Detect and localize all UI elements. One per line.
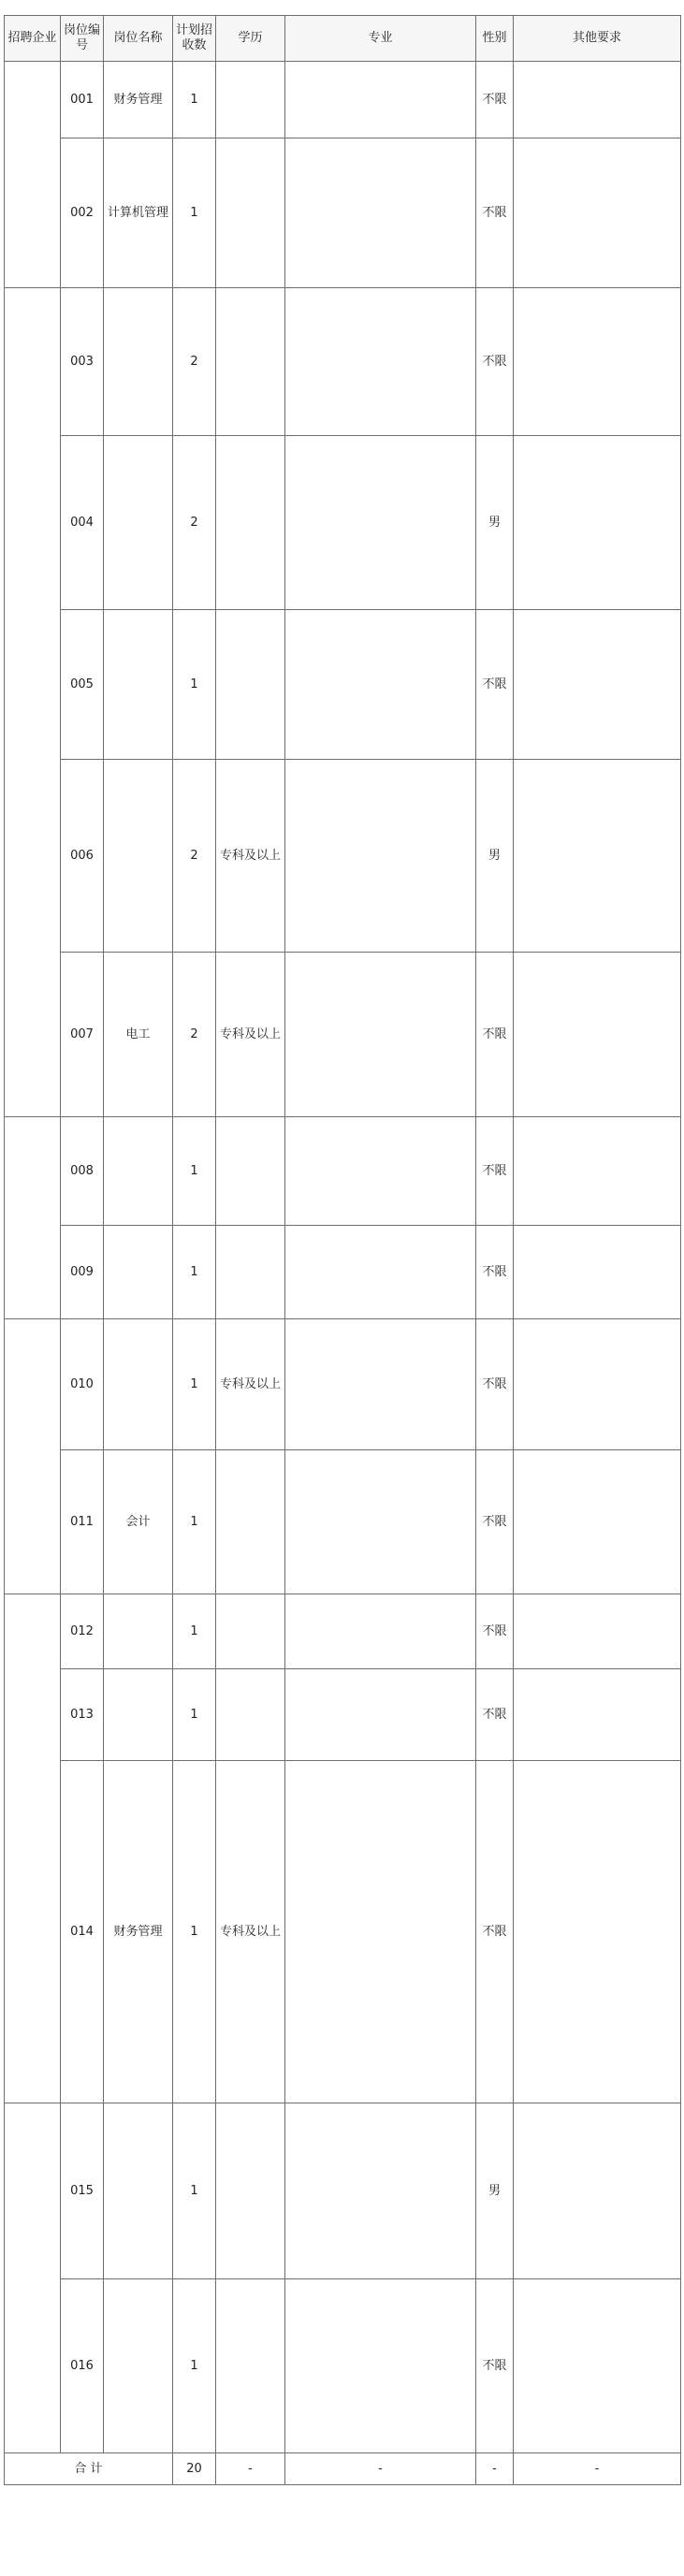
requirements-cell bbox=[514, 2103, 681, 2279]
total-gender: - bbox=[476, 2453, 514, 2485]
table-row bbox=[5, 436, 681, 610]
major-cell bbox=[285, 1761, 476, 2103]
position-code-cell: 016 bbox=[61, 2279, 104, 2453]
header-major: 专业 bbox=[285, 16, 476, 62]
gender-cell: 男 bbox=[476, 436, 514, 610]
major-cell bbox=[285, 62, 476, 138]
major-cell bbox=[285, 1226, 476, 1319]
header-employer: 招聘企业 bbox=[5, 16, 61, 62]
headcount-cell: 1 bbox=[173, 1761, 216, 2103]
education-cell: 专科及以上 bbox=[216, 953, 285, 1117]
table-row bbox=[5, 610, 681, 760]
headcount-cell: 1 bbox=[173, 1117, 216, 1226]
position-name-cell bbox=[104, 1226, 173, 1319]
gender-cell: 不限 bbox=[476, 610, 514, 760]
position-code-cell: 012 bbox=[61, 1594, 104, 1669]
major-cell bbox=[285, 953, 476, 1117]
education-cell: 专科及以上 bbox=[216, 760, 285, 953]
headcount-cell: 1 bbox=[173, 62, 216, 138]
major-cell bbox=[285, 610, 476, 760]
requirements-cell bbox=[514, 953, 681, 1117]
total-major: - bbox=[285, 2453, 476, 2485]
major-cell bbox=[285, 288, 476, 436]
position-name-cell bbox=[104, 1319, 173, 1450]
position-name-cell bbox=[104, 1669, 173, 1761]
position-code-cell: 002 bbox=[61, 138, 104, 288]
total-row bbox=[5, 2453, 681, 2485]
position-code-cell: 004 bbox=[61, 436, 104, 610]
headcount-cell: 2 bbox=[173, 436, 216, 610]
requirements-cell bbox=[514, 138, 681, 288]
headcount-cell: 1 bbox=[173, 1319, 216, 1450]
table-row bbox=[5, 62, 681, 138]
recruitment-table bbox=[4, 15, 681, 2485]
education-cell bbox=[216, 2103, 285, 2279]
education-cell bbox=[216, 288, 285, 436]
headcount-cell: 2 bbox=[173, 288, 216, 436]
requirements-cell bbox=[514, 1226, 681, 1319]
education-cell: 专科及以上 bbox=[216, 1319, 285, 1450]
requirements-cell bbox=[514, 62, 681, 138]
major-cell bbox=[285, 138, 476, 288]
position-name-cell bbox=[104, 760, 173, 953]
position-name-cell bbox=[104, 288, 173, 436]
gender-cell: 不限 bbox=[476, 953, 514, 1117]
major-cell bbox=[285, 2103, 476, 2279]
major-cell bbox=[285, 1594, 476, 1669]
header-code: 岗位编号 bbox=[61, 16, 104, 62]
table-row bbox=[5, 138, 681, 288]
table-row bbox=[5, 760, 681, 953]
position-code-cell: 001 bbox=[61, 62, 104, 138]
table-row bbox=[5, 1226, 681, 1319]
headcount-cell: 1 bbox=[173, 138, 216, 288]
headcount-cell: 1 bbox=[173, 2103, 216, 2279]
table-row bbox=[5, 1761, 681, 2103]
requirements-cell bbox=[514, 1450, 681, 1594]
position-code-cell: 007 bbox=[61, 953, 104, 1117]
total-requirements: - bbox=[514, 2453, 681, 2485]
requirements-cell bbox=[514, 436, 681, 610]
header-name: 岗位名称 bbox=[104, 16, 173, 62]
headcount-cell: 1 bbox=[173, 1594, 216, 1669]
table-body bbox=[5, 62, 681, 2453]
gender-cell: 不限 bbox=[476, 1117, 514, 1226]
gender-cell: 不限 bbox=[476, 1594, 514, 1669]
position-name-cell: 财务管理 bbox=[104, 1761, 173, 2103]
header-count: 计划招收数 bbox=[173, 16, 216, 62]
position-code-cell: 013 bbox=[61, 1669, 104, 1761]
headcount-cell: 2 bbox=[173, 760, 216, 953]
position-name-cell bbox=[104, 1594, 173, 1669]
position-code-cell: 015 bbox=[61, 2103, 104, 2279]
requirements-cell bbox=[514, 2279, 681, 2453]
education-cell bbox=[216, 1226, 285, 1319]
requirements-cell bbox=[514, 760, 681, 953]
table-row bbox=[5, 1594, 681, 1669]
employer-cell bbox=[5, 1594, 61, 2103]
position-name-cell bbox=[104, 610, 173, 760]
position-code-cell: 011 bbox=[61, 1450, 104, 1594]
employer-cell bbox=[5, 1117, 61, 1319]
table-header-row bbox=[5, 16, 681, 62]
table-row bbox=[5, 953, 681, 1117]
header-requirements: 其他要求 bbox=[514, 16, 681, 62]
major-cell bbox=[285, 1669, 476, 1761]
total-count: 20 bbox=[173, 2453, 216, 2485]
headcount-cell: 1 bbox=[173, 1450, 216, 1594]
total-label: 合 计 bbox=[5, 2453, 173, 2485]
position-name-cell: 计算机管理 bbox=[104, 138, 173, 288]
gender-cell: 不限 bbox=[476, 1319, 514, 1450]
requirements-cell bbox=[514, 1761, 681, 2103]
requirements-cell bbox=[514, 1319, 681, 1450]
education-cell bbox=[216, 62, 285, 138]
gender-cell: 不限 bbox=[476, 1226, 514, 1319]
employer-cell bbox=[5, 2103, 61, 2453]
education-cell bbox=[216, 610, 285, 760]
headcount-cell: 1 bbox=[173, 610, 216, 760]
position-code-cell: 006 bbox=[61, 760, 104, 953]
requirements-cell bbox=[514, 288, 681, 436]
gender-cell: 不限 bbox=[476, 62, 514, 138]
position-code-cell: 005 bbox=[61, 610, 104, 760]
requirements-cell bbox=[514, 1669, 681, 1761]
major-cell bbox=[285, 1117, 476, 1226]
table-row bbox=[5, 1669, 681, 1761]
major-cell bbox=[285, 1450, 476, 1594]
gender-cell: 男 bbox=[476, 760, 514, 953]
education-cell bbox=[216, 1594, 285, 1669]
education-cell bbox=[216, 436, 285, 610]
position-code-cell: 008 bbox=[61, 1117, 104, 1226]
gender-cell: 男 bbox=[476, 2103, 514, 2279]
position-name-cell: 会计 bbox=[104, 1450, 173, 1594]
header-education: 学历 bbox=[216, 16, 285, 62]
major-cell bbox=[285, 760, 476, 953]
headcount-cell: 1 bbox=[173, 1669, 216, 1761]
table-row bbox=[5, 2279, 681, 2453]
major-cell bbox=[285, 2279, 476, 2453]
gender-cell: 不限 bbox=[476, 1450, 514, 1594]
header-gender: 性别 bbox=[476, 16, 514, 62]
gender-cell: 不限 bbox=[476, 1669, 514, 1761]
major-cell bbox=[285, 436, 476, 610]
major-cell bbox=[285, 1319, 476, 1450]
education-cell bbox=[216, 1117, 285, 1226]
table-row bbox=[5, 2103, 681, 2279]
position-name-cell: 电工 bbox=[104, 953, 173, 1117]
position-name-cell bbox=[104, 2103, 173, 2279]
requirements-cell bbox=[514, 1594, 681, 1669]
position-code-cell: 010 bbox=[61, 1319, 104, 1450]
requirements-cell bbox=[514, 1117, 681, 1226]
employer-cell bbox=[5, 62, 61, 288]
employer-cell bbox=[5, 1319, 61, 1594]
position-name-cell bbox=[104, 436, 173, 610]
education-cell: 专科及以上 bbox=[216, 1761, 285, 2103]
position-code-cell: 009 bbox=[61, 1226, 104, 1319]
table-row bbox=[5, 288, 681, 436]
headcount-cell: 2 bbox=[173, 953, 216, 1117]
position-name-cell bbox=[104, 1117, 173, 1226]
position-name-cell bbox=[104, 2279, 173, 2453]
requirements-cell bbox=[514, 610, 681, 760]
total-education: - bbox=[216, 2453, 285, 2485]
education-cell bbox=[216, 2279, 285, 2453]
headcount-cell: 1 bbox=[173, 2279, 216, 2453]
table-row bbox=[5, 1450, 681, 1594]
gender-cell: 不限 bbox=[476, 1761, 514, 2103]
employer-cell bbox=[5, 288, 61, 1117]
education-cell bbox=[216, 138, 285, 288]
position-code-cell: 014 bbox=[61, 1761, 104, 2103]
table-row bbox=[5, 1117, 681, 1226]
position-name-cell: 财务管理 bbox=[104, 62, 173, 138]
headcount-cell: 1 bbox=[173, 1226, 216, 1319]
position-code-cell: 003 bbox=[61, 288, 104, 436]
education-cell bbox=[216, 1450, 285, 1594]
gender-cell: 不限 bbox=[476, 288, 514, 436]
education-cell bbox=[216, 1669, 285, 1761]
gender-cell: 不限 bbox=[476, 138, 514, 288]
table-row bbox=[5, 1319, 681, 1450]
gender-cell: 不限 bbox=[476, 2279, 514, 2453]
